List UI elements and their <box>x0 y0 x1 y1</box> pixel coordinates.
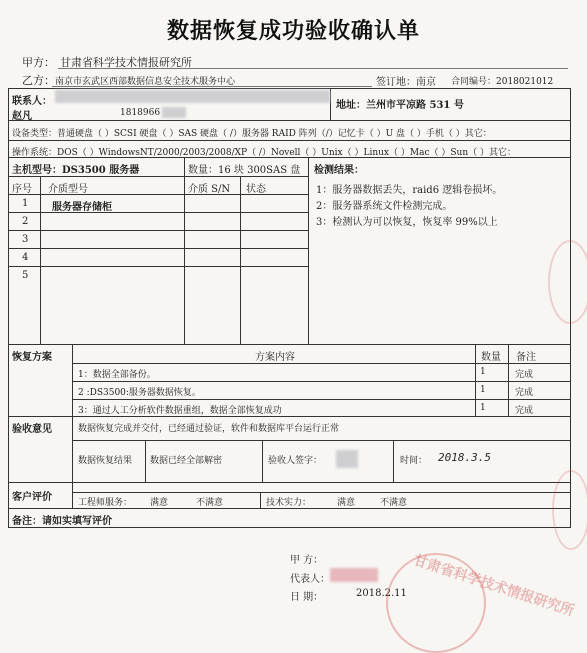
plan-row-content: 1：数据全部备份。 <box>78 370 156 380</box>
party-a-underline <box>58 68 568 69</box>
media-header-sn: 介质 S/N <box>188 184 231 195</box>
plan-row-note: 完成 <box>515 388 534 398</box>
tech-satisfied: 满意 <box>337 498 356 508</box>
acceptance-result-value: 数据已经全部解密 <box>150 456 223 466</box>
rule <box>8 508 570 509</box>
official-seal-text: 甘肃省科学技术情报研究所 <box>411 552 577 620</box>
time-value: 2018.3.5 <box>438 451 491 464</box>
contact-phone: 1818966 <box>120 108 161 118</box>
media-header-no: 序号 <box>12 184 32 195</box>
quantity: 数量：16 块 300SAS 盘 <box>188 165 301 176</box>
media-row-no: 5 <box>22 270 29 281</box>
rule <box>72 399 570 400</box>
rule <box>308 157 309 344</box>
partial-seal <box>552 470 587 550</box>
plan-header-qty: 数量 <box>481 352 501 363</box>
sign-place: 签订地：南京 <box>376 77 436 88</box>
rule <box>508 344 509 416</box>
detect-item-1: 1：服务器数据丢失，raid6 逻辑卷损坏。 <box>316 185 503 196</box>
media-row-no: 3 <box>22 234 29 245</box>
rule <box>184 176 185 344</box>
plan-section-label: 恢复方案 <box>12 352 52 363</box>
evaluation-section-label: 客户评价 <box>12 492 52 503</box>
rule <box>393 440 394 482</box>
rule <box>330 88 331 120</box>
detect-item-2: 2：服务器系统文件检测完成。 <box>316 201 453 212</box>
rule <box>8 416 570 417</box>
rule <box>72 344 73 508</box>
rule <box>72 440 570 441</box>
media-row-model: 服务器存储柜 <box>52 202 112 213</box>
contract-number: 合同编号：2018021012 <box>451 77 554 87</box>
media-row-no: 1 <box>22 198 29 209</box>
engineer-unsatisfied: 不满意 <box>196 498 224 508</box>
acceptance-section-label: 验收意见 <box>12 424 52 435</box>
party-b-label: 乙方： <box>22 74 55 87</box>
footer-date-label: 日 期： <box>290 592 324 603</box>
contact-label: 联系人： <box>12 96 52 107</box>
redaction <box>336 450 358 468</box>
media-row-no: 4 <box>22 252 29 263</box>
plan-row-content: 2 :DS3500:服务器数据恢复。 <box>78 388 201 398</box>
device-type: 设备类型：普通硬盘（ ）SCSI 硬盘（ ）SAS 硬盘（ /）服务器 RAID 阵列（/）记忆卡（ ）U 盘（ ）手机（ ）其它： <box>12 129 492 139</box>
acceptance-result-label: 数据恢复结果 <box>78 456 133 466</box>
footer-date-value: 2018.2.11 <box>356 588 407 599</box>
rule <box>72 492 570 493</box>
rule <box>240 176 241 344</box>
rule <box>8 120 570 121</box>
rule <box>8 344 570 345</box>
contact-name: 赵凡 <box>12 111 32 122</box>
footer-rep-label: 代表人： <box>290 574 330 585</box>
detect-header: 检测结果： <box>314 165 364 176</box>
plan-row-note: 完成 <box>515 406 534 416</box>
media-header-status: 状态 <box>246 184 266 195</box>
plan-row-note: 完成 <box>515 370 534 380</box>
host-model: 主机型号：DS3500 服务器 <box>12 165 140 176</box>
rule <box>40 176 41 344</box>
tech-unsatisfied: 不满意 <box>380 498 408 508</box>
plan-row-qty: 1 <box>480 385 486 395</box>
rule <box>262 440 263 482</box>
rule <box>8 140 570 141</box>
partial-seal <box>548 240 587 324</box>
plan-row-qty: 1 <box>480 403 486 413</box>
plan-header-content: 方案内容 <box>255 352 295 363</box>
rule <box>8 230 308 231</box>
redaction <box>330 568 378 582</box>
plan-row-qty: 1 <box>480 367 486 377</box>
rule <box>72 381 570 382</box>
rule <box>475 344 476 416</box>
rule <box>8 248 308 249</box>
rule <box>8 176 308 177</box>
operating-system: 操作系统：DOS（ ）WindowsNT/2000/2003/2008/XP（ /）Novell（ ）Unix（ ）Linux（ ）Mac（ ）Sun（ ）其它： <box>12 148 516 158</box>
remark: 备注：请如实填写评价 <box>12 516 112 527</box>
acceptance-text: 数据恢复完成并交付，已经通过验证，软件和数据库平台运行正常 <box>78 424 340 434</box>
detect-item-3: 3：检测认为可以恢复，恢复率 99%以上 <box>316 217 498 228</box>
time-label: 时间： <box>400 456 428 466</box>
rule <box>8 482 570 483</box>
rule <box>260 492 261 508</box>
plan-row-content: 3：通过人工分析软件数据重组，数据全部恢复成功 <box>78 406 282 416</box>
party-a-label: 甲方： <box>22 56 55 69</box>
tech-label: 技术实力： <box>266 498 312 508</box>
address: 地址：兰州市平凉路 531 号 <box>336 100 464 111</box>
page-title: 数据恢复成功验收确认单 <box>166 19 420 44</box>
rule <box>8 266 308 267</box>
rule <box>145 440 146 482</box>
redaction <box>55 90 330 103</box>
footer-party-a-label: 甲 方： <box>290 555 324 566</box>
rule <box>72 363 570 364</box>
engineer-satisfied: 满意 <box>150 498 169 508</box>
rule <box>184 157 185 176</box>
media-row-no: 2 <box>22 216 29 227</box>
receiver-label: 验收人签字： <box>268 456 323 466</box>
engineer-label: 工程师服务： <box>78 498 133 508</box>
party-b-value: 南京市玄武区西部数据信息安全技术服务中心 <box>55 77 236 87</box>
plan-header-note: 备注 <box>516 352 536 363</box>
party-b-underline <box>52 86 372 87</box>
redaction <box>162 107 186 118</box>
media-header-model: 介质型号 <box>48 184 88 195</box>
party-a-value: 甘肃省科学技术情报研究所 <box>60 56 192 69</box>
